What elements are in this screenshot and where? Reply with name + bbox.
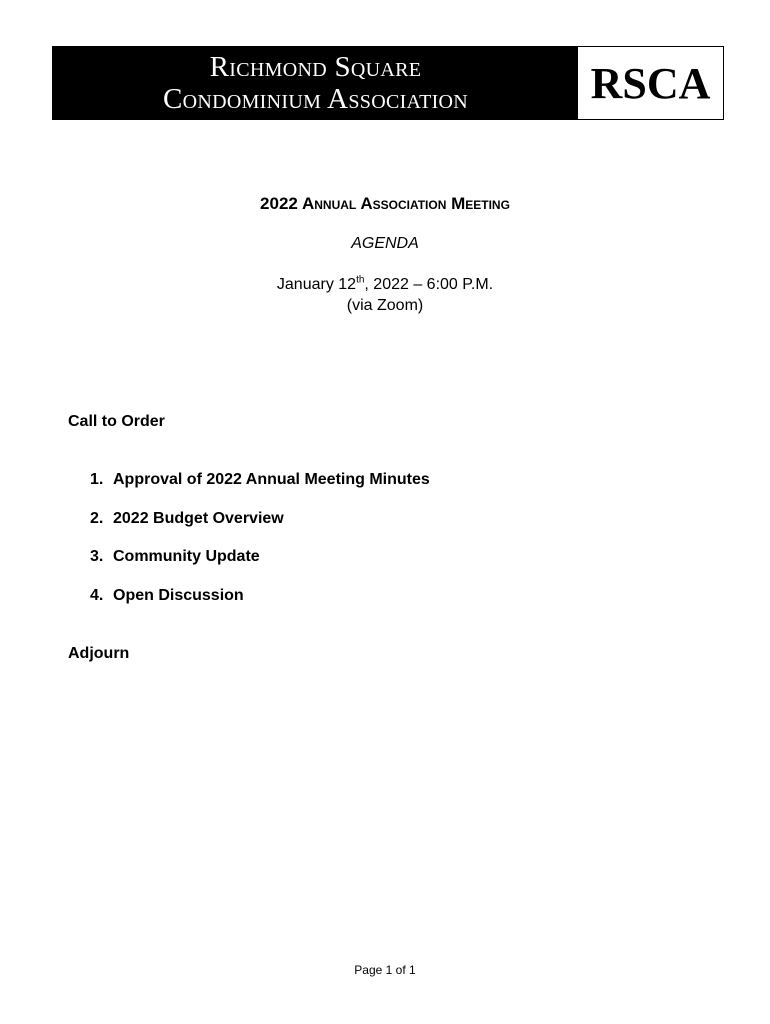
page-number: Page 1 of 1 — [354, 963, 416, 977]
agenda-item-text: Community Update — [113, 548, 260, 565]
adjourn: Adjourn — [68, 645, 130, 662]
agenda-list — [90, 471, 430, 625]
agenda-item-number: 1. — [90, 471, 104, 488]
agenda-item-number: 3. — [90, 548, 104, 565]
meeting-date-ordinal: th — [356, 274, 365, 286]
agenda-item-text: 2022 Budget Overview — [113, 509, 284, 527]
organization-name-line2: Condominium Association — [162, 83, 469, 115]
agenda-item — [90, 548, 430, 587]
agenda-item-number: 2. — [90, 509, 104, 527]
agenda-heading: AGENDA — [351, 235, 419, 252]
letterhead — [52, 46, 724, 120]
agenda-item-text: Open Discussion — [113, 586, 244, 604]
organization-name — [53, 47, 578, 119]
agenda-item — [90, 471, 430, 510]
meeting-date — [0, 276, 770, 294]
organization-name-line1: Richmond Square — [209, 51, 422, 83]
agenda-item-text: Approval of 2022 Annual Meeting Minutes — [113, 471, 430, 488]
agenda-item — [90, 510, 430, 549]
call-to-order: Call to Order — [68, 413, 165, 430]
meeting-title: 2022 Annual Association Meeting — [260, 194, 510, 213]
meeting-date-time: , 2022 – 6:00 P.M. — [364, 276, 494, 293]
agenda-item — [90, 587, 430, 626]
meeting-date-day: January 12 — [276, 276, 357, 293]
agenda-item-number: 4. — [90, 586, 104, 604]
organization-abbreviation: RSCA — [578, 47, 723, 119]
meeting-location: (via Zoom) — [346, 297, 424, 314]
